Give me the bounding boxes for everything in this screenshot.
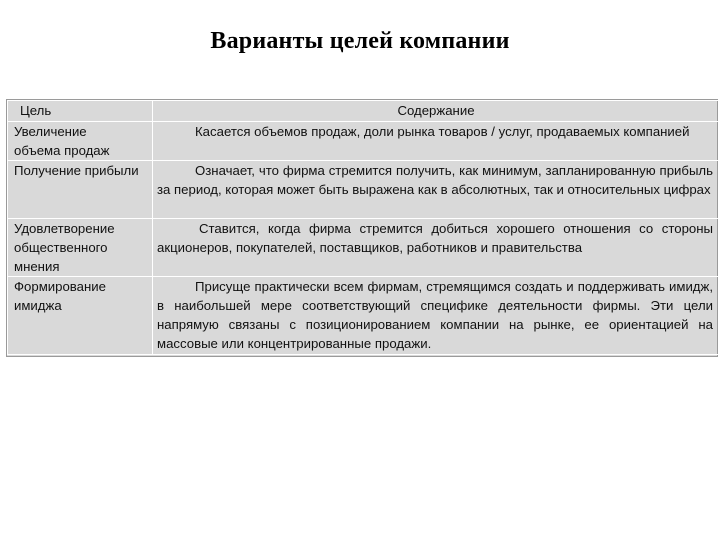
content-text: Касается объемов продаж, доли рынка товаров / услуг, продаваемых компанией [195,124,690,139]
content-text: Ставится, когда фирма стремится добиться хорошего отношения со стороны акционеров, покупателей, поставщиков, работников и правительства [157,221,713,255]
header-content: Содержание [153,101,720,122]
content-cell [153,161,720,219]
slide-title: Варианты целей компании [210,28,510,54]
table-row [8,277,720,355]
table-row [8,161,720,219]
content-cell [153,277,720,355]
table-row [8,219,720,277]
goal-cell: Удовлетворение общественного мнения [8,219,153,277]
content-cell [153,122,720,161]
goal-cell: Формирование имиджа [8,277,153,355]
table-row [8,122,720,161]
header-goal: Цель [8,101,153,122]
content-text: Означает, что фирма стремится получить, как минимум, запланированную прибыль за период, которая может быть выражена как в абсолютных, так и относительных цифрах [157,163,713,197]
goal-cell: Увеличение объема продаж [8,122,153,161]
goals-table [7,100,720,355]
content-text: Присуще практически всем фирмам, стремящимся создать и поддерживать имидж, в наибольшей мере соответствующий специфике деятельности фирмы. Эти цели напрямую связаны с позиционированием компании на рынке, ее ориентацией на массовые или концентрированные продажи. [157,279,713,351]
content-cell [153,219,720,277]
table-header-row [8,101,720,122]
goal-cell: Получение прибыли [8,161,153,219]
goals-table-container [6,99,718,357]
